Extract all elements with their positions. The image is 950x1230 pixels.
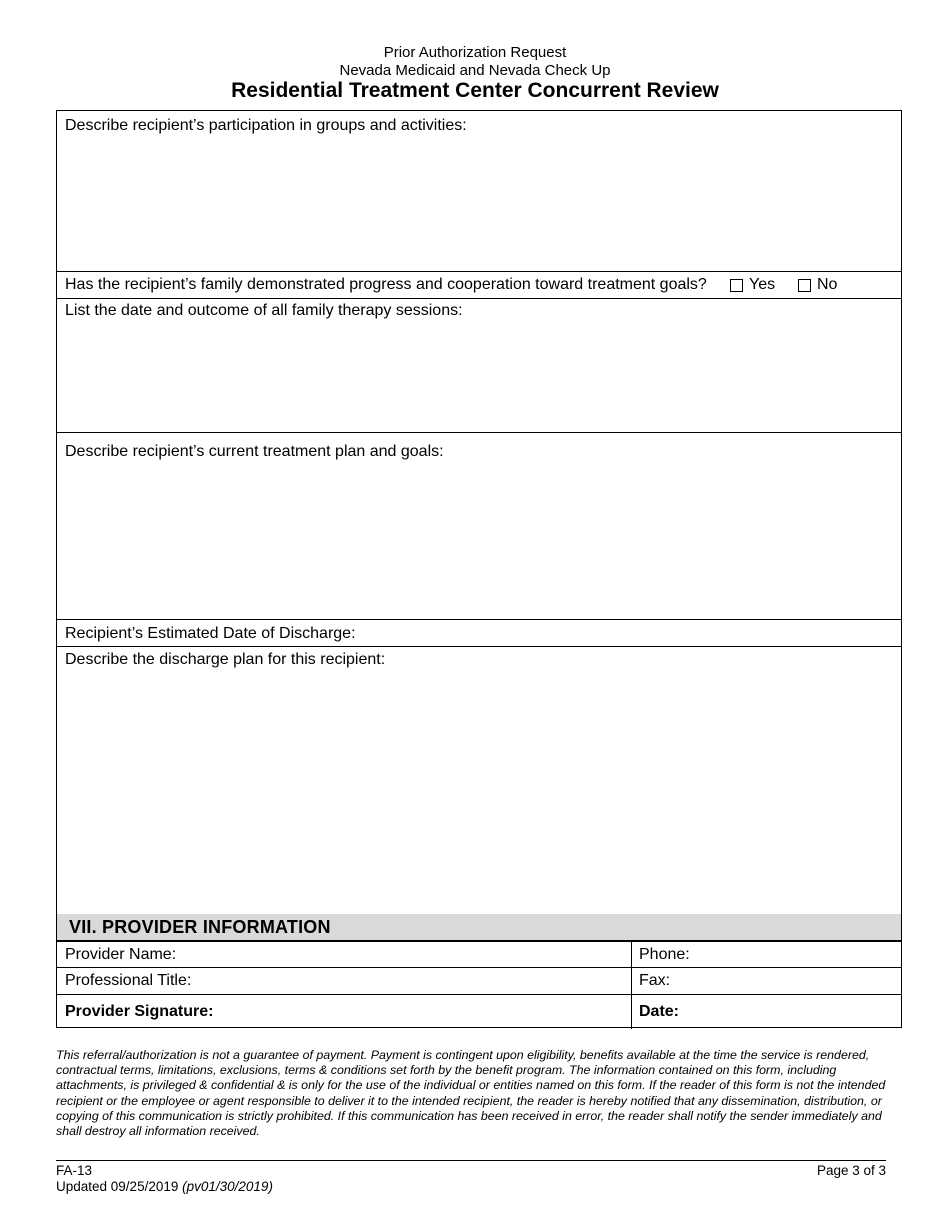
date-label: Date: — [639, 1003, 680, 1020]
no-option[interactable] — [798, 276, 837, 294]
yes-label: Yes — [749, 276, 776, 293]
provider-section-title: VII. PROVIDER INFORMATION — [69, 917, 331, 937]
page-number: Page 3 of 3 — [816, 1163, 886, 1178]
treatment-plan-section — [57, 433, 901, 620]
discharge-date-label: Recipient’s Estimated Date of Discharge: — [65, 625, 356, 642]
discharge-plan-label: Describe the discharge plan for this recipient: — [65, 651, 386, 668]
yes-checkbox[interactable] — [730, 279, 743, 292]
disclaimer-text: This referral/authorization is not a guarantee of payment. Payment is contingent upon eligibility, benefits available at the time the service is rendered, contractual terms, limitations, exclusions, terms & conditions set forth by the benefit program. The information contained on this form, including attachments, is privileged & confidential & is only for the use of the individual or entities named on this form. If the reader of this form is not the intended recipient or the employee or agent responsible to deliver it to the intended recipient, the reader is hereby notified that any dissemination, distribution, or copying of this communication is strictly prohibited. If this communication has been received in error, the reader shall notify the sender immediately and shall destroy all information received. — [56, 1048, 886, 1139]
family-therapy-label: List the date and outcome of all family therapy sessions: — [65, 302, 463, 319]
no-checkbox[interactable] — [798, 279, 811, 292]
provider-name-label: Provider Name: — [65, 946, 177, 963]
page-title: Residential Treatment Center Concurrent Review — [231, 79, 719, 102]
treatment-plan-field[interactable] — [65, 463, 893, 615]
updated-date: Updated 09/25/2019 — [56, 1179, 179, 1194]
discharge-plan-section — [57, 647, 901, 914]
discharge-plan-field[interactable] — [65, 677, 893, 910]
header-line-2: Nevada Medicaid and Nevada Check Up — [339, 62, 611, 79]
revision-line — [56, 1179, 273, 1194]
column-divider — [631, 942, 632, 1029]
signature-row — [57, 995, 901, 1029]
no-label: No — [817, 276, 838, 293]
pv-date: (pv01/30/2019) — [182, 1179, 273, 1194]
provider-section-header — [57, 914, 901, 942]
groups-activities-field[interactable] — [65, 141, 893, 267]
header-line-1: Prior Authorization Request — [383, 44, 567, 61]
professional-title-row — [57, 968, 901, 995]
professional-title-label: Professional Title: — [65, 972, 192, 989]
provider-name-row — [57, 942, 901, 968]
provider-signature-label: Provider Signature: — [65, 1003, 214, 1020]
discharge-date-row — [57, 620, 901, 647]
family-progress-row — [57, 272, 901, 299]
treatment-plan-label: Describe recipient’s current treatment plan and goals: — [65, 443, 444, 460]
yes-option[interactable] — [730, 276, 775, 294]
fax-label: Fax: — [639, 972, 671, 989]
review-form — [56, 110, 902, 1028]
family-therapy-field[interactable] — [65, 329, 893, 428]
family-progress-question: Has the recipient’s family demonstrated progress and cooperation toward treatment goals? — [65, 276, 707, 293]
groups-activities-section — [57, 111, 901, 272]
form-id: FA-13 — [56, 1163, 93, 1178]
phone-label: Phone: — [639, 946, 690, 963]
footer-divider — [56, 1160, 886, 1161]
groups-activities-label: Describe recipient’s participation in groups and activities: — [65, 117, 467, 134]
discharge-date-field[interactable] — [367, 622, 893, 644]
family-therapy-section — [57, 299, 901, 433]
